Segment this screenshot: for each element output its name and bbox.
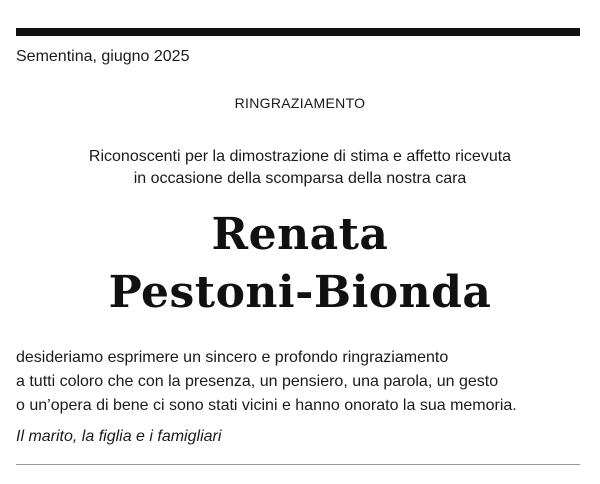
top-divider: [16, 28, 580, 36]
thanks-line: a tutti coloro che con la presenza, un pensiero, una parola, un gesto: [16, 373, 499, 390]
deceased-name: [0, 206, 600, 322]
intro-line: Riconoscenti per la dimostrazione di stima e affetto ricevuta: [88, 148, 512, 165]
bottom-divider: [16, 464, 580, 465]
intro-line: in occasione della scomparsa della nostra cara: [133, 170, 467, 187]
first-name: Renata: [211, 209, 389, 260]
signature: Il marito, la figlia e i famigliari: [16, 428, 222, 445]
intro-text: [0, 146, 600, 190]
place-date: Sementina, giugno 2025: [16, 48, 190, 65]
surname: Pestoni-Bionda: [108, 267, 492, 318]
notice-heading: RINGRAZIAMENTO: [234, 95, 366, 111]
thanks-text: [16, 346, 586, 418]
thanks-line: o un’opera di bene ci sono stati vicini e hanno onorato la sua memoria.: [16, 397, 517, 414]
thanks-line: desideriamo esprimere un sincero e profondo ringraziamento: [16, 349, 449, 366]
